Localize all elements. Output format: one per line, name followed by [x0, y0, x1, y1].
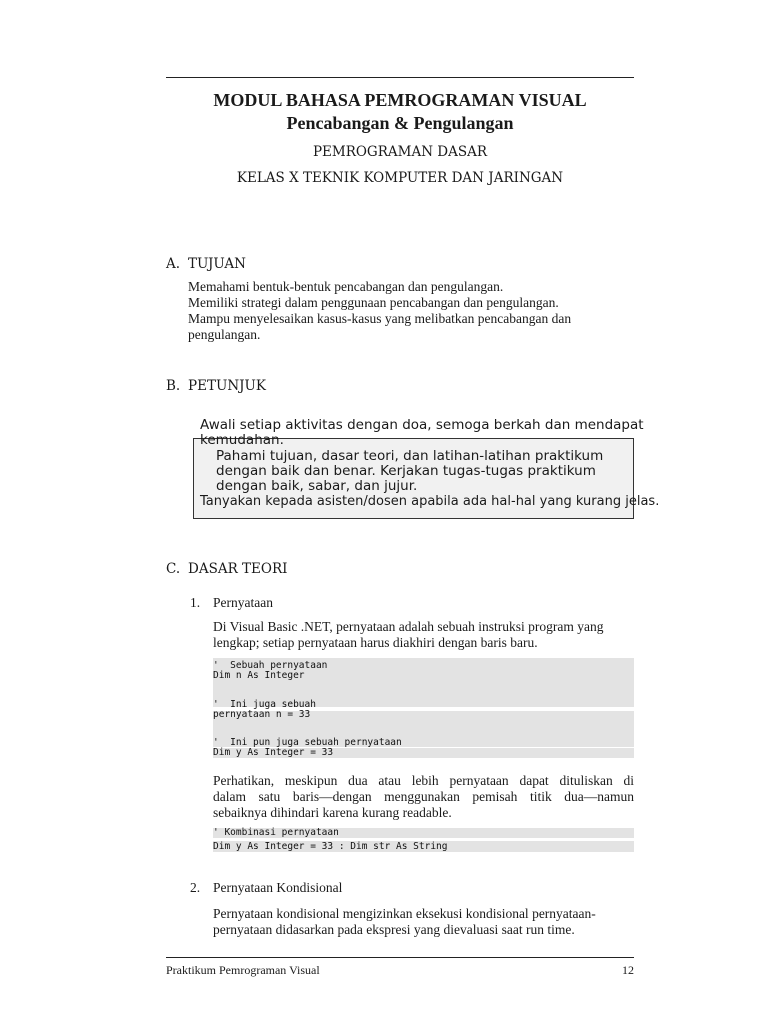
item-1-title: Pernyataan	[213, 595, 273, 610]
footer-rule	[166, 957, 634, 958]
code-line: ' Sebuah pernyataan	[213, 660, 328, 671]
code-line: Dim n As Integer	[213, 670, 305, 681]
objective-line: Memiliki strategi dalam penggunaan pencabangan dan pengulangan.	[188, 295, 559, 310]
section-c-letter: C.	[166, 561, 181, 577]
header-line-1: PEMROGRAMAN DASAR	[312, 144, 488, 160]
code-line: Dim y As Integer = 33	[213, 747, 334, 758]
paragraph-line: lengkap; setiap pernyataan harus diakhiri dengan baris baru.	[213, 635, 538, 650]
instruction-line: kemudahan.	[200, 432, 284, 448]
objective-line: Memahami bentuk-bentuk pencabangan dan pengulangan.	[188, 279, 504, 294]
paragraph-line: pernyataan didasarkan pada ekspresi yang dievaluasi saat run time.	[213, 922, 575, 937]
code-line: Dim y As Integer = 33 : Dim str As String	[213, 841, 448, 852]
document-subtitle: Pencabangan & Pengulangan	[286, 113, 514, 133]
code-line: pernyataan n = 33	[213, 709, 311, 720]
objective-line: Mampu menyelesaikan kasus-kasus yang melibatkan pencabangan dan	[188, 311, 572, 326]
code-line: ' Ini pun juga sebuah pernyataan	[213, 737, 402, 748]
item-2-paragraph	[213, 906, 634, 938]
paragraph-line: Di Visual Basic .NET, pernyataan adalah sebuah instruksi program yang	[213, 619, 604, 634]
page-number: 12	[622, 963, 634, 977]
code-line: ' Kombinasi pernyataan	[213, 827, 339, 838]
code-line: ' Ini juga sebuah	[213, 699, 316, 710]
top-rule	[166, 77, 634, 78]
section-c-title: DASAR TEORI	[188, 561, 288, 577]
item-2-number: 2.	[190, 880, 201, 895]
item-1-paragraph-1	[213, 619, 634, 651]
section-a-title: TUJUAN	[188, 256, 246, 272]
section-b-letter: B.	[166, 378, 181, 394]
instruction-line: Pahami tujuan, dasar teori, dan latihan-latihan praktikum	[216, 448, 604, 464]
item-1-number: 1.	[190, 595, 201, 610]
paragraph-line: dalam satu baris—dengan menggunakan pemisah titik dua—namun	[213, 789, 634, 804]
document-title: MODUL BAHASA PEMROGRAMAN VISUAL	[213, 90, 587, 110]
instruction-line: dengan baik dan benar. Kerjakan tugas-tugas praktikum	[216, 463, 596, 479]
section-b-title: PETUNJUK	[188, 378, 267, 394]
item-1-paragraph-2	[213, 773, 634, 821]
header-line-2: KELAS X TEKNIK KOMPUTER DAN JARINGAN	[236, 170, 564, 186]
instruction-line: dengan baik, sabar, dan jujur.	[216, 478, 418, 494]
instruction-line: Awali setiap aktivitas dengan doa, semoga berkah dan mendapat	[200, 417, 644, 433]
section-a-body	[188, 279, 571, 343]
paragraph-line: Perhatikan, meskipun dua atau lebih pernyataan dapat dituliskan di	[213, 773, 634, 788]
section-a-letter: A.	[166, 256, 181, 272]
paragraph-line: Pernyataan kondisional mengizinkan eksekusi kondisional pernyataan-	[213, 906, 596, 921]
item-2-title: Pernyataan Kondisional	[213, 880, 343, 895]
paragraph-line: sebaiknya dihindari karena kurang readable.	[213, 805, 452, 820]
objective-line: pengulangan.	[188, 327, 261, 342]
instruction-line: Tanyakan kepada asisten/dosen apabila ada hal-hal yang kurang jelas.	[200, 494, 660, 509]
footer-title: Praktikum Pemrograman Visual	[166, 963, 320, 977]
